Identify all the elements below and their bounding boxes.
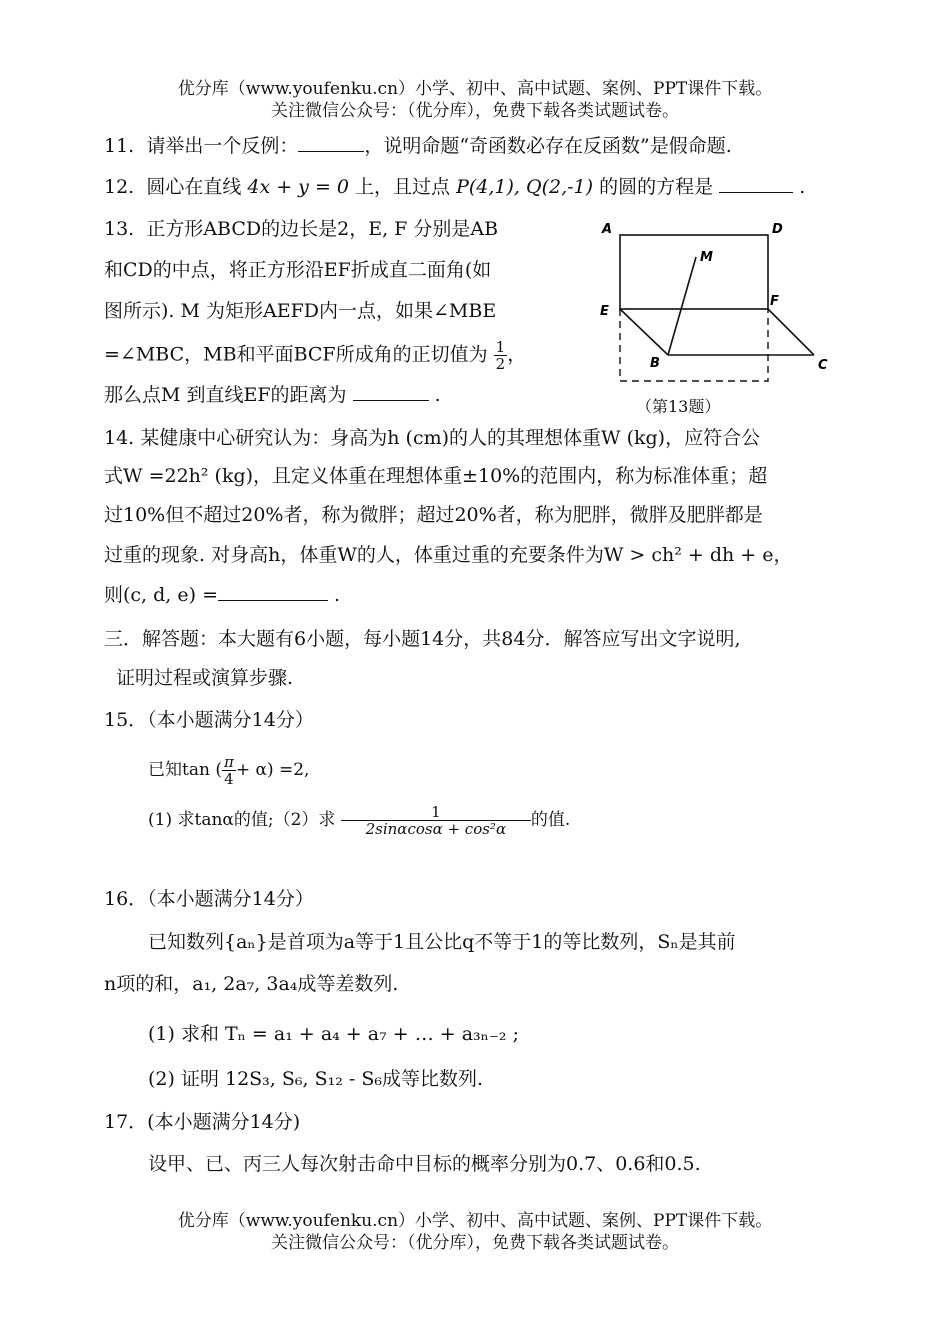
- question-16-part-1: (1) 求和 Tₙ = a₁ + a₄ + a₇ + … + a₃ₙ₋₂ ;: [148, 1023, 519, 1045]
- question-text: 上，且过点: [355, 176, 451, 198]
- question-text: ，说明命题“奇函数必存在反函数”是假命题.: [364, 135, 732, 157]
- question-16-part-2: (2) 证明 12S₃, S₆, S₁₂ - S₆成等比数列.: [148, 1068, 484, 1090]
- section-3-intro: 三．解答题：本大题有6小题，每小题14分，共84分．解答应写出文字说明,: [104, 628, 741, 650]
- question-text: 某健康中心研究认为：身高为h (cm)的人的其理想体重W (kg)，应符合公: [140, 427, 761, 449]
- question-number: 13.: [104, 218, 135, 240]
- question-14-line-5: [104, 581, 340, 609]
- question-16-line-2: n项的和，a₁, 2a₇, 3a₄成等差数列.: [104, 973, 399, 995]
- question-16-head: 16．（本小题满分14分）: [104, 888, 314, 910]
- label-m: M: [700, 250, 713, 265]
- question-number: 14.: [104, 427, 135, 449]
- comma: ，: [507, 343, 527, 366]
- question-17-line-1: 设甲、已、丙三人每次射击命中目标的概率分别为0.7、0.6和0.5.: [148, 1153, 701, 1175]
- question-text: 则(c, d, e) =: [104, 584, 218, 606]
- section-3-intro-cont: 证明过程或演算步骤.: [116, 667, 294, 689]
- part-text: 的值.: [530, 810, 571, 830]
- fraction-one-half: $\frac{1}{2}$: [495, 338, 506, 373]
- given-text: 已知tan (: [148, 760, 222, 780]
- question-13-line-1: [104, 215, 498, 243]
- header-line-2: 关注微信公众号：（优分库），免费下载各类试题试卷。: [271, 101, 679, 121]
- question-13-figure: [590, 215, 850, 415]
- question-15-head: 15．（本小题满分14分）: [104, 709, 314, 731]
- period: .: [799, 176, 806, 198]
- answer-blank: [719, 174, 793, 193]
- question-text: 那么点M 到直线EF的距离为: [104, 384, 347, 406]
- footer-line-1: 优分库（www.youfenku.cn）小学、初中、高中试题、案例、PPT课件下载。: [177, 1211, 773, 1231]
- period: .: [334, 584, 341, 606]
- line-equation: 4x + y = 0: [247, 176, 349, 198]
- question-13-line-5: [104, 381, 441, 409]
- question-15-parts: [148, 800, 570, 840]
- question-17-head: 17．(本小题满分14分): [104, 1111, 301, 1133]
- question-number: 12.: [104, 176, 135, 198]
- part-text: (1) 求tanα的值;（2）求: [148, 810, 336, 830]
- question-12: [104, 173, 805, 201]
- segment-mb: [668, 257, 696, 355]
- question-text: 圆心在直线: [146, 176, 242, 198]
- footer-line-2: 关注微信公众号：（优分库），免费下载各类试题试卷。: [271, 1233, 679, 1253]
- question-text: 正方形ABCD的边长是2，E, F 分别是AB: [146, 218, 499, 240]
- question-16-line-1: 已知数列{aₙ}是首项为a等于1且公比q不等于1的等比数列，Sₙ是其前: [148, 931, 736, 953]
- fraction-expression: $\frac{1}{\text{2sinαcosα + cos²α}}$: [341, 804, 531, 837]
- answer-blank: [218, 582, 328, 601]
- points: P(4,1), Q(2,-1): [456, 176, 594, 198]
- question-text: =∠MBC，MB和平面BCF所成角的正切值为: [104, 343, 488, 366]
- label-f: F: [770, 294, 779, 309]
- question-13-line-2: 和CD的中点，将正方形沿EF折成直二面角(如: [104, 259, 492, 281]
- rectangle-aefd: [620, 235, 768, 309]
- answer-blank: [298, 133, 364, 152]
- label-e: E: [600, 304, 609, 319]
- dashed-square-outline: [620, 309, 768, 381]
- question-number: 11.: [104, 135, 135, 157]
- figure-caption: （第13题）: [636, 397, 721, 416]
- label-b: B: [650, 356, 660, 371]
- fraction-pi-over-4: $\frac{\pi}{4}$: [223, 753, 234, 788]
- question-14-line-1: [104, 424, 760, 452]
- header-line-1: 优分库（www.youfenku.cn）小学、初中、高中试题、案例、PPT课件下载。: [177, 79, 773, 99]
- edge-fc: [768, 309, 814, 355]
- question-14-line-2: 式W =22h² (kg)，且定义体重在理想体重±10%的范围内，称为标准体重；超: [104, 465, 768, 487]
- answer-blank: [353, 382, 429, 401]
- label-d: D: [772, 222, 783, 237]
- question-13-line-3: 图所示). M 为矩形AEFD内一点，如果∠MBE: [104, 300, 497, 322]
- edge-eb: [620, 309, 668, 355]
- question-11: [104, 132, 732, 160]
- label-a: A: [602, 222, 613, 237]
- question-15-given: [148, 750, 309, 790]
- label-c: C: [818, 358, 828, 373]
- question-14-line-3: 过10%但不超过20%者，称为微胖；超过20%者，称为肥胖，微胖及肥胖都是: [104, 504, 763, 526]
- period: .: [434, 384, 441, 406]
- question-14-line-4: 过重的现象. 对身高h，体重W的人，体重过重的充要条件为W > ch² + dh + e，: [104, 544, 793, 566]
- question-text: 的圆的方程是: [599, 176, 714, 198]
- question-13-line-4: [104, 339, 526, 372]
- given-text: + α) =2,: [235, 760, 310, 780]
- question-text: 请举出一个反例：: [146, 135, 299, 157]
